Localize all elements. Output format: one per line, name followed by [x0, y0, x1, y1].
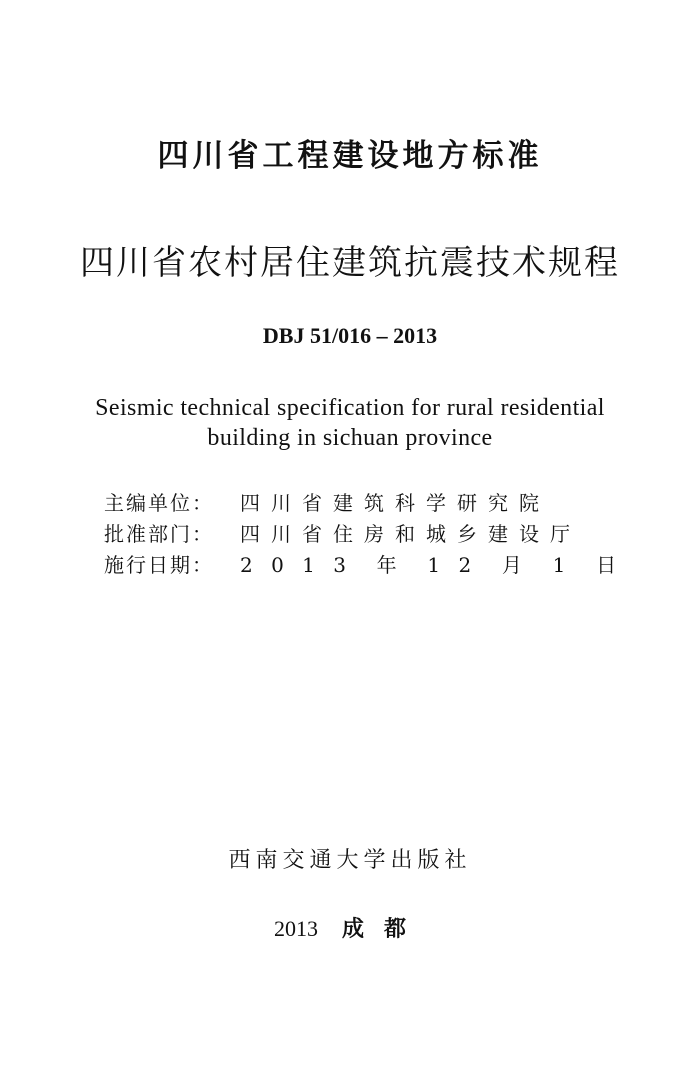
info-row-effective-date: [104, 548, 622, 579]
english-title: [0, 393, 700, 453]
info-label: 主编单位：: [104, 491, 214, 515]
info-value: 四川省建筑科学研究院: [240, 491, 550, 515]
publication-city: 成都: [341, 917, 426, 942]
info-value: 2 0 1 3 年 1 2 月 1 日: [240, 553, 623, 577]
main-title: 四川省农村居住建筑抗震技术规程: [80, 243, 620, 283]
standard-code: DBJ 51/016 – 2013: [262, 323, 438, 348]
english-title-line-2: building in sichuan province: [207, 425, 493, 451]
publication-line: [0, 912, 700, 943]
publisher: 西南交通大学出版社: [228, 848, 472, 873]
info-block: [104, 486, 622, 579]
info-label: 施行日期：: [104, 553, 214, 577]
english-title-line-1: Seismic technical specification for rural residential: [95, 395, 605, 421]
info-row-editor: [104, 486, 622, 517]
info-label: 批准部门：: [104, 522, 214, 546]
publication-year: 2013: [273, 916, 318, 941]
info-value: 四川省住房和城乡建设厅: [240, 522, 581, 546]
series-title: 四川省工程建设地方标准: [157, 138, 543, 174]
info-row-approver: [104, 517, 622, 548]
